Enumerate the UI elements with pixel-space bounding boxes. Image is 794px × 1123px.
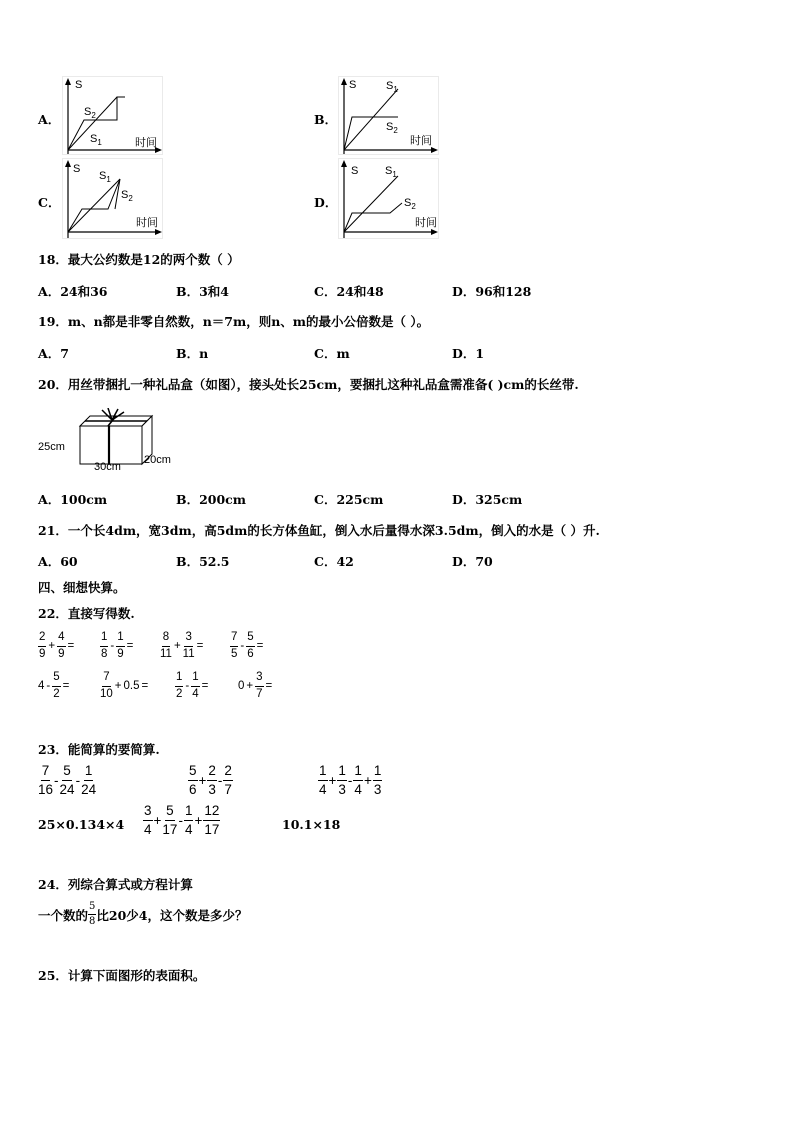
s-axis-label: S xyxy=(73,163,81,175)
s1-label: $S_1$ xyxy=(385,165,397,179)
q22-expr-8: 0 + $\frac{3}{7}$ = xyxy=(238,671,273,700)
q22-expr-3: $\frac{8}{11}$ + $\frac{3}{11}$ = xyxy=(160,631,204,660)
q24-problem: 一个数的 $\frac{5}{8}$ 比20少4，这个数是多少？ xyxy=(38,901,248,927)
section-heading: 四、细想快算。 xyxy=(38,580,126,595)
graph-c xyxy=(62,158,164,240)
q22-expr-6: $\frac{7}{10}$ + 0.5 = xyxy=(100,671,149,700)
gift-box-figure xyxy=(36,408,186,474)
time-axis-label: 时间 xyxy=(136,217,158,229)
time-axis-label: 时间 xyxy=(135,137,157,149)
q22-expr-4: $\frac{7}{5}$ - $\frac{5}{6}$ = xyxy=(231,631,264,660)
option-d-label: D． xyxy=(314,195,338,210)
question-20: 20．用丝带捆扎一种礼品盒（如图），接头处长25cm，要捆扎这种礼品盒需准备( )cm的长丝带. xyxy=(38,377,579,392)
option-a-label: A． xyxy=(38,112,61,127)
question-24: 24．列综合算式或方程计算 xyxy=(38,877,193,892)
q21-option-c: C．42 xyxy=(314,554,354,569)
question-23: 23．能简算的要简算. xyxy=(38,742,160,757)
q20-option-c: C．225cm xyxy=(314,492,384,507)
q23-expr-4: 25×0.134×4 xyxy=(38,817,125,832)
graph-a xyxy=(62,76,164,156)
q22-expr-5: 4 - $\frac{5}{2}$ = xyxy=(38,671,70,700)
question-21: 21．一个长4dm，宽3dm，高5dm的长方体鱼缸，倒入水后量得水深3.5dm，倒入的水是（ ）升. xyxy=(38,523,600,538)
q22-expr-7: $\frac{1}{2}$ - $\frac{1}{4}$ = xyxy=(176,671,209,700)
s2-label: $S_2$ xyxy=(121,189,133,203)
box-width-label: 20cm xyxy=(144,454,171,466)
option-b-label: B． xyxy=(314,112,338,127)
option-c-label: C． xyxy=(38,195,61,210)
q23-expr-5: $\frac{3}{4}$ + $\frac{5}{17}$ - $\frac{1}{4}$ + $\frac{12}{17}$ xyxy=(144,803,220,837)
s2-label: $S_2$ xyxy=(84,106,96,120)
s2-label: $S_2$ xyxy=(404,197,416,211)
time-axis-label: 时间 xyxy=(410,135,432,147)
q21-option-b: B．52.5 xyxy=(176,554,230,569)
q19-option-c: C．m xyxy=(314,346,350,361)
q21-option-d: D．70 xyxy=(452,554,493,569)
s-axis-label: S xyxy=(75,79,83,91)
s1-label: $S_1$ xyxy=(386,80,398,94)
q23-expr-2: $\frac{5}{6}$ + $\frac{2}{3}$ - $\frac{2}{7}$ xyxy=(189,763,232,797)
q21-option-a: A．60 xyxy=(38,554,78,569)
graph-b xyxy=(338,76,440,156)
time-axis-label: 时间 xyxy=(415,217,437,229)
box-length-label: 30cm xyxy=(94,461,121,473)
q23-expr-3: $\frac{1}{4}$ + $\frac{1}{3}$ - $\frac{1}{4}$ + $\frac{1}{3}$ xyxy=(319,763,382,797)
box-height-label: 25cm xyxy=(38,441,65,453)
q20-option-d: D．325cm xyxy=(452,492,523,507)
s-axis-label: S xyxy=(349,79,357,91)
s1-label: $S_1$ xyxy=(99,170,111,184)
q22-expr-2: $\frac{1}{8}$ - $\frac{1}{9}$ = xyxy=(101,631,134,660)
q23-expr-6: 10.1×18 xyxy=(282,817,341,832)
q18-option-a: A．24和36 xyxy=(38,284,108,299)
q18-option-b: B．3和4 xyxy=(176,284,229,299)
graph-d xyxy=(338,158,440,240)
q20-option-a: A．100cm xyxy=(38,492,108,507)
q23-expr-1: $\frac{7}{16}$ - $\frac{5}{24}$ - $\frac{1}{24}$ xyxy=(38,763,97,797)
question-22: 22．直接写得数. xyxy=(38,606,135,621)
q22-expr-1: $\frac{2}{9}$ + $\frac{4}{9}$ = xyxy=(39,631,75,660)
question-19: 19．m、n都是非零自然数，n＝7m，则n、m的最小公倍数是（ ）。 xyxy=(38,314,430,329)
s-axis-label: S xyxy=(351,165,359,177)
q19-option-a: A．7 xyxy=(38,346,69,361)
q18-option-d: D．96和128 xyxy=(452,284,532,299)
s1-label: $S_1$ xyxy=(90,133,102,147)
question-18: 18．最大公约数是12的两个数（ ） xyxy=(38,252,240,267)
question-25: 25．计算下面图形的表面积。 xyxy=(38,968,206,983)
q19-option-d: D．1 xyxy=(452,346,485,361)
q20-option-b: B．200cm xyxy=(176,492,246,507)
s2-label: $S_2$ xyxy=(386,121,398,135)
q19-option-b: B．n xyxy=(176,346,209,361)
q18-option-c: C．24和48 xyxy=(314,284,384,299)
